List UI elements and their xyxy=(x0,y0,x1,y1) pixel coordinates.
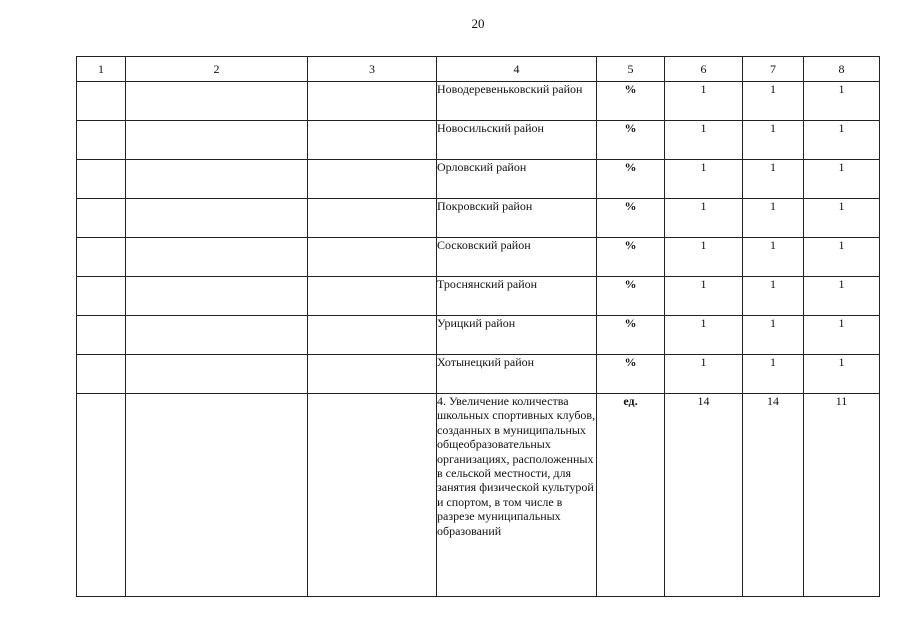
value-cell-7: 1 xyxy=(743,277,804,316)
value-cell-6: 1 xyxy=(665,121,743,160)
value-cell-6: 1 xyxy=(665,199,743,238)
value-cell-6: 1 xyxy=(665,82,743,121)
indicator-table xyxy=(76,56,880,597)
column-header: 2 xyxy=(126,57,308,82)
blank-cell xyxy=(77,121,126,160)
value-cell-7: 1 xyxy=(743,82,804,121)
blank-cell xyxy=(77,82,126,121)
blank-cell xyxy=(308,160,437,199)
blank-cell xyxy=(77,238,126,277)
blank-cell xyxy=(308,394,437,597)
value-cell-6: 1 xyxy=(665,277,743,316)
column-header: 4 xyxy=(437,57,597,82)
column-header: 5 xyxy=(597,57,665,82)
blank-cell xyxy=(77,394,126,597)
value-cell-8: 1 xyxy=(804,355,880,394)
blank-cell xyxy=(77,355,126,394)
district-name-cell: Урицкий район xyxy=(437,316,597,355)
blank-cell xyxy=(126,121,308,160)
column-header: 8 xyxy=(804,57,880,82)
blank-cell xyxy=(126,316,308,355)
unit-cell: % xyxy=(597,160,665,199)
unit-cell: ед. xyxy=(597,394,665,597)
value-cell-8: 1 xyxy=(804,121,880,160)
district-name-cell: Новосильский район xyxy=(437,121,597,160)
value-cell-6: 14 xyxy=(665,394,743,597)
column-header: 3 xyxy=(308,57,437,82)
value-cell-6: 1 xyxy=(665,316,743,355)
blank-cell xyxy=(308,199,437,238)
unit-cell: % xyxy=(597,121,665,160)
value-cell-8: 1 xyxy=(804,82,880,121)
blank-cell xyxy=(308,82,437,121)
table-row xyxy=(77,160,880,199)
blank-cell xyxy=(77,160,126,199)
unit-cell: % xyxy=(597,238,665,277)
table-row xyxy=(77,199,880,238)
unit-cell: % xyxy=(597,277,665,316)
page-number: 20 xyxy=(471,16,485,31)
blank-cell xyxy=(308,121,437,160)
district-name-cell: Орловский район xyxy=(437,160,597,199)
value-cell-7: 14 xyxy=(743,394,804,597)
district-name-cell: Хотынецкий район xyxy=(437,355,597,394)
blank-cell xyxy=(77,199,126,238)
value-cell-8: 1 xyxy=(804,277,880,316)
column-header: 1 xyxy=(77,57,126,82)
blank-cell xyxy=(126,277,308,316)
unit-cell: % xyxy=(597,82,665,121)
blank-cell xyxy=(126,355,308,394)
value-cell-8: 1 xyxy=(804,316,880,355)
value-cell-7: 1 xyxy=(743,121,804,160)
value-cell-6: 1 xyxy=(665,355,743,394)
blank-cell xyxy=(126,199,308,238)
value-cell-7: 1 xyxy=(743,355,804,394)
unit-cell: % xyxy=(597,199,665,238)
table-row xyxy=(77,316,880,355)
table-row xyxy=(77,394,880,597)
value-cell-6: 1 xyxy=(665,160,743,199)
column-header: 6 xyxy=(665,57,743,82)
value-cell-7: 1 xyxy=(743,199,804,238)
value-cell-7: 1 xyxy=(743,316,804,355)
indicator-name-cell: 4. Увеличение количества школьных спортивных клубов, созданных в муниципальных общеобразовательных организациях, расположенных в сельской местности, для занятия физической культурой и спортом, в том числе в разрезе муниципальных образований xyxy=(437,394,597,597)
value-cell-8: 1 xyxy=(804,238,880,277)
blank-cell xyxy=(308,277,437,316)
blank-cell xyxy=(126,82,308,121)
value-cell-8: 11 xyxy=(804,394,880,597)
district-name-cell: Сосковский район xyxy=(437,238,597,277)
blank-cell xyxy=(126,394,308,597)
table-row xyxy=(77,355,880,394)
district-name-cell: Новодеревеньковский район xyxy=(437,82,597,121)
table-row xyxy=(77,121,880,160)
table-header-row xyxy=(77,57,880,82)
blank-cell xyxy=(126,160,308,199)
value-cell-8: 1 xyxy=(804,199,880,238)
blank-cell xyxy=(308,355,437,394)
blank-cell xyxy=(308,238,437,277)
value-cell-8: 1 xyxy=(804,160,880,199)
district-name-cell: Троснянский район xyxy=(437,277,597,316)
unit-cell: % xyxy=(597,355,665,394)
value-cell-7: 1 xyxy=(743,160,804,199)
district-name-cell: Покровский район xyxy=(437,199,597,238)
blank-cell xyxy=(77,277,126,316)
table-row xyxy=(77,238,880,277)
blank-cell xyxy=(77,316,126,355)
column-header: 7 xyxy=(743,57,804,82)
table-row xyxy=(77,277,880,316)
blank-cell xyxy=(308,316,437,355)
table-row xyxy=(77,82,880,121)
value-cell-6: 1 xyxy=(665,238,743,277)
blank-cell xyxy=(126,238,308,277)
value-cell-7: 1 xyxy=(743,238,804,277)
unit-cell: % xyxy=(597,316,665,355)
